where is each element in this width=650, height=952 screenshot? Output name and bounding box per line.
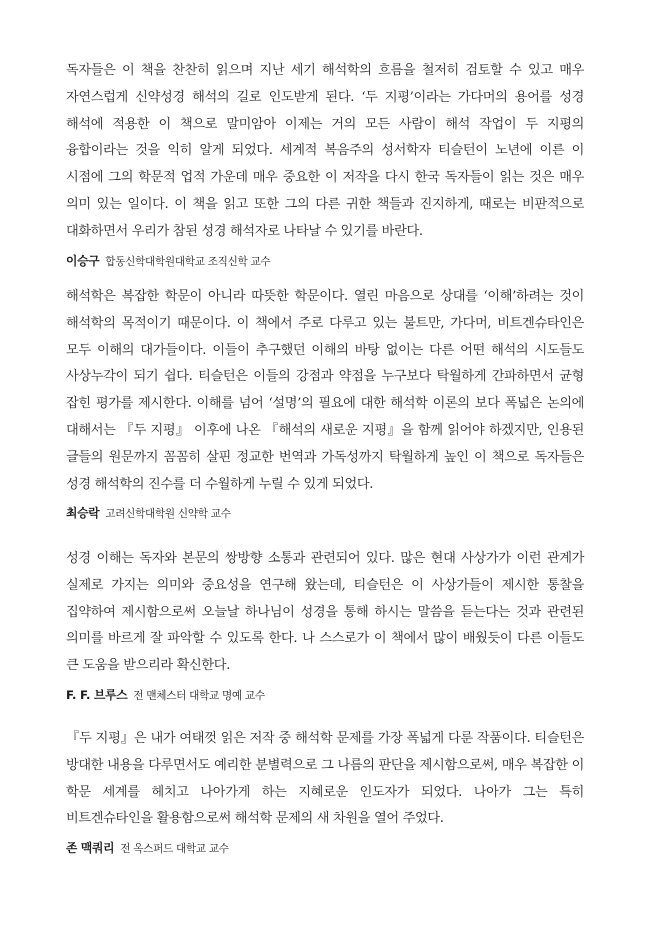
endorsement-text: 『두 지평』은 내가 여태껏 읽은 저작 중 해석학 문제를 가장 폭넓게 다룬 작품이다. 티슬턴은 방대한 내용을 다루면서도 예리한 분별력으로 그 나름의 판단을 제시함으로써, 매우 복잡한 이 학문 세계를 헤치고 나아가게 하는 지혜로운 인도자가 되었다. 나아가 그는 특히 비트겐슈타인을 활용함으로써 해석학 문제의 새 차원을 열어 주었다.	[66, 731, 584, 827]
endorsement-text: 성경 이해는 독자와 본문의 쌍방향 소통과 관련되어 있다. 많은 현대 사상가가 이런 관계가 실제로 가지는 의미와 중요성을 연구해 왔는데, 티슬턴은 이 사상가들이 제시한 통찰을 집약하여 제시함으로써 오늘날 하나님이 성경을 통해 하시는 말씀을 듣는다는 것과 관련된 의미를 바르게 잘 파악할 수 있도록 한다. 나 스스로가 이 책에서 많이 배웠듯이 다른 이들도 큰 도움을 받으리라 확신한다.	[66, 551, 584, 674]
endorsement-2	[66, 284, 584, 521]
endorser-title: 전 맨체스터 대학교 명예 교수	[133, 689, 265, 702]
endorsement-attribution	[66, 837, 584, 856]
endorser-name: F. F. 브루스	[66, 687, 128, 702]
endorsement-1	[66, 58, 584, 269]
endorsement-attribution	[66, 502, 584, 521]
endorser-title: 전 옥스퍼드 대학교 교수	[120, 843, 229, 856]
endorsement-4	[66, 726, 584, 856]
endorsement-text: 해석학은 복잡한 학문이 아니라 따뜻한 학문이다. 열린 마음으로 상대를 ‘이해’하려는 것이 해석학의 목적이기 때문이다. 이 책에서 주로 다루고 있는 불트만, 가다머, 비트겐슈타인은 모두 이해의 대가들이다. 이들이 추구했던 이해의 바탕 없이는 다른 어떤 해석의 시도들도 사상누각이 되기 쉽다. 티슬턴은 이들의 강점과 약점을 누구보다 탁월하게 간파하면서 균형 잡힌 평가를 제시한다. 이해를 넘어 ‘설명’의 필요에 대한 해석학 이론의 보다 폭넓은 논의에 대해서는 『두 지평』 이후에 나온 『해석의 새로운 지평』을 함께 읽어야 하겠지만, 인용된 글들의 원문까지 꼼꼼히 살핀 정교한 번역과 가독성까지 탁월하게 높인 이 책으로 독자들은 성경 해석학의 진수를 더 수월하게 누릴 수 있게 되었다.	[66, 289, 584, 492]
endorsement-text: 독자들은 이 책을 찬찬히 읽으며 지난 세기 해석학의 흐름을 철저히 검토할 수 있고 매우 자연스럽게 신약성경 해석의 길로 인도받게 된다. ‘두 지평’이라는 가다머의 용어를 성경 해석에 적용한 이 책으로 말미암아 이제는 거의 모든 사람이 해석 작업이 두 지평의 융합이라는 것을 익히 알게 되었다. 세계적 복음주의 성서학자 티슬턴이 노년에 이른 이 시점에 그의 학문적 업적 가운데 매우 중요한 이 저작을 다시 한국 독자들이 읽는 것은 매우 의미 있는 일이다. 이 책을 읽고 또한 그의 다른 귀한 책들과 진지하게, 때로는 비판적으로 대화하면서 우리가 참된 성경 해석자로 나타날 수 있기를 바란다.	[66, 63, 584, 239]
endorser-name: 최승락	[66, 506, 100, 521]
endorsement-3	[66, 546, 584, 703]
endorser-name: 존 맥쿼리	[66, 841, 115, 856]
endorsement-attribution	[66, 250, 584, 269]
endorser-title: 고려신학대학원 신약학 교수	[105, 508, 231, 521]
endorser-title: 합동신학대학원대학교 조직신학 교수	[105, 255, 271, 268]
endorser-name: 이승구	[66, 253, 100, 268]
endorsement-attribution	[66, 684, 584, 703]
